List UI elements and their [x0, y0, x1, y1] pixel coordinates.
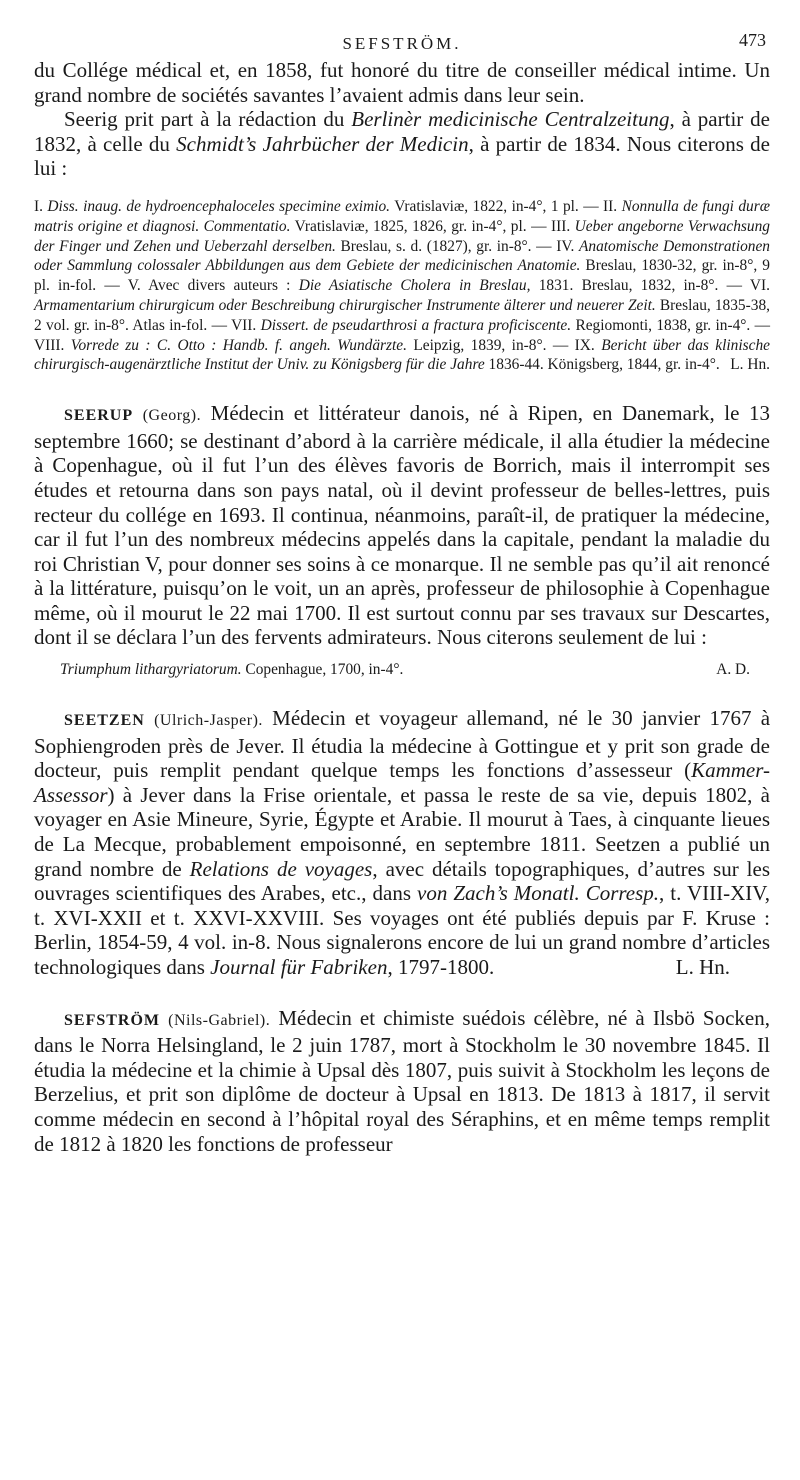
text-run: , t. VIII-XIV, t. XVI-XXII et t. XXVI-XXVIII. Ses voyages ont été publiés depuis par F. Kruse : Berlin, 1854-59, 4 vol. in-8. Nous signalerons encore de lui un grand nombre d’articles technologiques dans [34, 881, 770, 980]
seerig-paragraph [34, 107, 770, 181]
work-title: Ueber angeborne Verwachsung der Finger und Zehen und Ueberzahl derselben. [34, 217, 770, 255]
text-run: Médecin et voyageur allemand, né le 30 janvier 1767 à Sophiengroden près de Jever. Il étudia la médecine à Gottingue et y prit son grade de docteur, puis remplit pendant quelque temps les fonctions d’assesseur ( [34, 706, 771, 783]
work-title: Diss. inaug. de hydroencephaloceles specimine eximio. [47, 197, 391, 215]
work-title: Anatomische Demonstrationen oder Sammlung colossaler Abbildungen aus dem Gebiete der medicinischen Anatomie. [34, 237, 771, 275]
text-run: Breslau, 1835-38, 2 vol. gr. in-8°. Atlas in-fol. — VII. [34, 296, 770, 334]
text-run: 1836-44. Königsberg, 1844, gr. in-4°. [484, 356, 720, 374]
text-run: 1831. Breslau, 1832, in-8°. — VI. [530, 277, 771, 295]
text-run: , avec détails topographiques, d’autres sur les ouvrages scientifiques des Arabes, etc., dans [34, 856, 770, 906]
work-title: Die Asiatische Cholera in Breslau, [298, 277, 531, 295]
text-run: Breslau, 1830-32, gr. in-8°, 9 pl. in-fol. — V. Avec divers auteurs : [34, 257, 770, 295]
entry-text [34, 1006, 770, 1157]
page-header [34, 30, 770, 58]
work-title: Nonnulla de fungi duræ matris origine et diagnosi. Commentatio. [34, 197, 771, 235]
emphasis: Kammer-Assessor [34, 758, 770, 807]
text-run: Médecin et chimiste suédois célèbre, né à Ilsbö Socken, dans le Norra Helsingland, le 2 juin 1787, mort à Stockholm le 30 novembre 1845. Il étudia la médecine et la chimie à Upsal dès 1807, puis suivit à Stockholm les leçons de Berzelius, et prit son diplôme de docteur à Upsal en 1813. De 1813 à 1817, il servit comme médecin en second à l’hôpital royal des Séraphins, et en même temps remplit de 1812 à 1820 les fonctions de professeur [34, 1005, 771, 1156]
seerig-bibliography [34, 197, 770, 375]
entry-text [34, 401, 770, 650]
text-run: Vratislaviæ, 1825, 1826, gr. in-4°, pl. — III. [290, 217, 575, 235]
work-title: Armamentarium chirurgicum oder Beschreibung chirurgischer Instrumente älterer und neuerer Zeit. [34, 296, 656, 314]
author-signature: A. D. [716, 661, 750, 679]
work-title: Dissert. de pseudarthrosi a fractura proficiscente. [260, 316, 572, 334]
entry-text [34, 706, 770, 980]
text-run: , à partir de 1832, à celle du [34, 107, 770, 156]
emphasis: Relations de voyages [189, 856, 373, 881]
author-signature: L. Hn. [675, 955, 730, 980]
page [34, 30, 770, 1156]
text-run: Breslau, s. d. (1827), gr. in-8°. — IV. [335, 237, 579, 255]
work-title: Bericht über das klinische chirurgisch-augenärztliche Institut der Univ. zu Königsberg für die Jahre [34, 336, 770, 374]
text-run: , à partir de 1834. Nous citerons de lui : [34, 131, 771, 181]
text-run: I. [34, 197, 48, 215]
text-run: Médecin et littérateur danois, né à Ripen, en Danemark, le 13 septembre 1660; se destinant d’abord à la carrière médicale, il alla étudier la médecine à Copenhague, où il fut l’un des élèves favoris de Borrich, mais il interrompit ses études et retourna dans son pays natal, où il devint professeur de belles-lettres, puis recteur du collége en 1693. Il continua, néanmoins, paraît-il, de pratiquer la médecine, car il fut l’un des nombreux médecins appelés dans la capitale, pendant la maladie du roi Christian V, pour donner ses soins à ce monarque. Il ne semble pas qu’il ait renoncé à la littérature, puisqu’on le voit, un an après, professeur de philosophie à Copenhague même, où il mourut le 22 mai 1700. Il est surtout connu par ses travaux sur Descartes, dont il se déclara l’un des fervents admirateurs. Nous citerons seulement de lui : [34, 401, 771, 650]
text-run: , 1797-1800. [387, 955, 495, 980]
entry-seetzen [34, 706, 770, 980]
author-signature: L. Hn. [730, 356, 770, 374]
forename: (Nils-Gabriel). [168, 1011, 271, 1029]
text-run: Regiomonti, 1838, gr. in-4°. — VIII. [34, 316, 771, 354]
text-run: Vratislaviæ, 1822, in-4°, 1 pl. — II. [390, 197, 622, 215]
emphasis: von Zach’s Monatl. Corresp. [417, 881, 660, 906]
text-run: ) à Jever dans la Frise orientale, et passa le reste de sa vie, depuis 1802, à voyager en Asie Mineure, Syrie, Égypte et Arabie. Il mourut à Taes, à cinquante lieues de La Mecque, probablement empoisonné, en septembre 1811. Seetzen a publié un grand nombre de [34, 782, 770, 881]
headword: SEERUP [64, 407, 134, 425]
emphasis: Journal für Fabriken [210, 955, 388, 980]
work-title: Vorrede zu : C. Otto : Handb. f. angeh. Wundärzte. [70, 336, 407, 354]
text-run: Copenhague, 1700, in-4°. [241, 661, 404, 679]
journal-title: Berlinèr medicinische Centralzeitung [351, 107, 670, 132]
entry-sefstrom [34, 1006, 770, 1157]
journal-title: Schmidt’s Jahrbücher der Medicin [176, 131, 469, 156]
running-head: SEFSTRÖM. [342, 34, 462, 53]
forename: (Ulrich-Jasper). [154, 712, 263, 730]
forename: (Georg). [142, 407, 202, 425]
cited-work [34, 660, 770, 680]
text-run: Seerig prit part à la rédaction du [64, 107, 352, 132]
work-title: Triumphum lithargyriatorum. [60, 661, 242, 679]
page-number: 473 [739, 30, 766, 50]
text-run: Leipzig, 1839, in-8°. — IX. [406, 336, 602, 354]
headword: SEFSTRÖM [64, 1011, 161, 1029]
intro-paragraph: du Collége médical et, en 1858, fut honoré du titre de conseiller médical intime. Un grand nombre de sociétés savantes l’avaient admis dans leur sein. [34, 58, 770, 107]
headword: SEETZEN [64, 712, 145, 730]
entry-seerup [34, 401, 770, 680]
